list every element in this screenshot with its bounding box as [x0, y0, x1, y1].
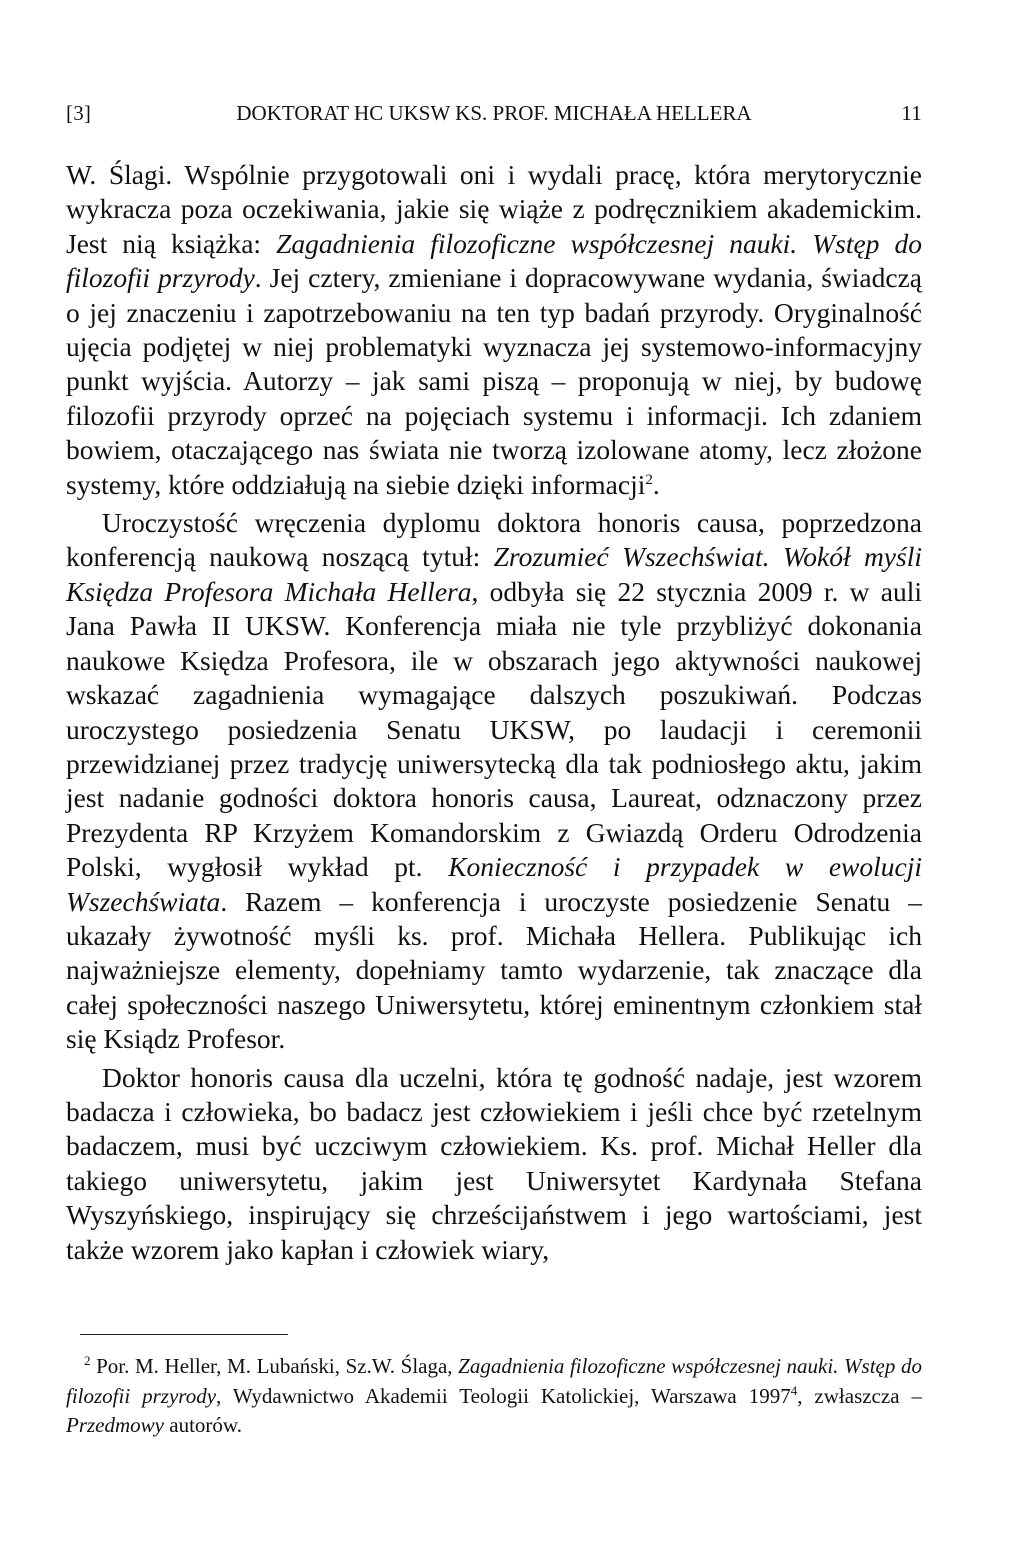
footnote-ref: 2	[84, 1353, 91, 1368]
footnote-2	[66, 1352, 922, 1441]
paragraph-3	[66, 1061, 922, 1267]
paragraph-1	[66, 158, 922, 502]
footnote-separator	[80, 1334, 288, 1335]
text-run: Doktor honoris causa dla uczelni, która tę godność nadaje, jest wzorem badacza i człowieka, bo badacz jest człowiekiem i jeśli chce być rzetelnym badaczem, musi być uczciwym człowiekiem. Ks. prof. Michał Heller dla takiego uniwersytetu, jakim jest Uniwersytet Kardynała Stefana Wyszyńskiego, inspirujący się chrześcijaństwem i jego wartościami, jest także wzorem jako kapłan i człowiek wiary,	[66, 1061, 922, 1265]
text-run: . Razem – konferencja i uroczyste posiedzenie Senatu – ukazały żywotność myśli ks. prof. Michała Hellera. Publikując ich najważniejsze elementy, dopełniamy tamto wydarzenie, tak znaczące dla całej społeczności naszego Uniwersytetu, której eminentnym członkiem stał się Ksiądz Profesor.	[66, 885, 922, 1055]
text-run: , Wydawnictwo Akademii Teologii Katolickiej, Warszawa 1997	[216, 1383, 791, 1408]
text-run: Uroczystość wręczenia dyplomu doktora honoris causa, poprzedzona konferencją naukową noszącą tytuł:	[66, 507, 922, 573]
italic-title: Konieczność i przypadek w ewolucji Wszechświata	[66, 851, 923, 917]
text-run: , zwłaszcza –	[797, 1383, 922, 1408]
paragraph-2	[66, 506, 922, 1057]
text-run: . Jej cztery, zmieniane i dopracowywane wydania, świadczą o jej znaczeniu i zapotrzebowaniu na ten typ badań przyrody. Oryginalność ujęcia podjętej w niej problematyki wyznacza jej systemowo-informacyjny punkt wyjścia. Autorzy – jak sami piszą – proponują w niej, by budowę filozofii przyrody oprzeć na pojęciach systemu i informacji. Ich zdaniem bowiem, otaczającego nas świata nie tworzą izolowane atomy, lecz złożone systemy, które oddziałują na siebie dzięki informacji	[66, 262, 922, 500]
footnote-ref: 4	[790, 1382, 798, 1398]
italic-title: Zagadnienia filozoficzne współczesnej nauki. Wstęp do filozofii przyrody	[66, 1354, 922, 1408]
text-run: , odbyła się 22 stycznia 2009 r. w auli Jana Pawła II UKSW. Konferencja miała nie tyle przybliżyć dokonania naukowe Księdza Profesora, ile w obszarach jego aktywności naukowej wskazać zagadnienia wymagające dalszych poszukiwań. Podczas uroczystego posiedzenia Senatu UKSW, po laudacji i ceremonii przewidzianej przez tradycję uniwersytecką dla tak podniosłego aktu, jakim jest nadanie godności doktora honoris causa, Laureat, odznaczony przez Prezydenta RP Krzyżem Komandorskim z Gwiazdą Orderu Odrodzenia Polski, wygłosił wykład pt.	[66, 575, 922, 883]
running-head-title: DOKTORAT HC UKSW KS. PROF. MICHAŁA HELLERA	[236, 101, 752, 125]
italic-title: Przedmowy	[66, 1413, 164, 1437]
italic-title: Zagadnienia filozoficzne współczesnej nauki. Wstęp do filozofii przyrody	[66, 227, 922, 294]
italic-title: Zrozumieć Wszechświat. Wokół myśli Księdza Profesora Michała Hellera	[66, 541, 922, 607]
text-run: .	[652, 468, 660, 500]
text-run: autorów.	[164, 1413, 242, 1437]
page-number: 11	[901, 101, 922, 125]
body-text	[66, 158, 922, 1267]
text-run: Por. M. Heller, M. Lubański, Sz.W. Ślaga,	[90, 1354, 459, 1378]
section-number: [3]	[66, 101, 92, 125]
footnote-ref: 2	[645, 471, 653, 488]
text-run: W. Ślagi. Wspólnie przygotowali oni i wydali pracę, która merytorycznie wykracza poza oczekiwania, jakie się wiąże z podręcznikiem akademickim. Jest nią książka:	[66, 159, 922, 259]
running-head	[66, 101, 922, 131]
